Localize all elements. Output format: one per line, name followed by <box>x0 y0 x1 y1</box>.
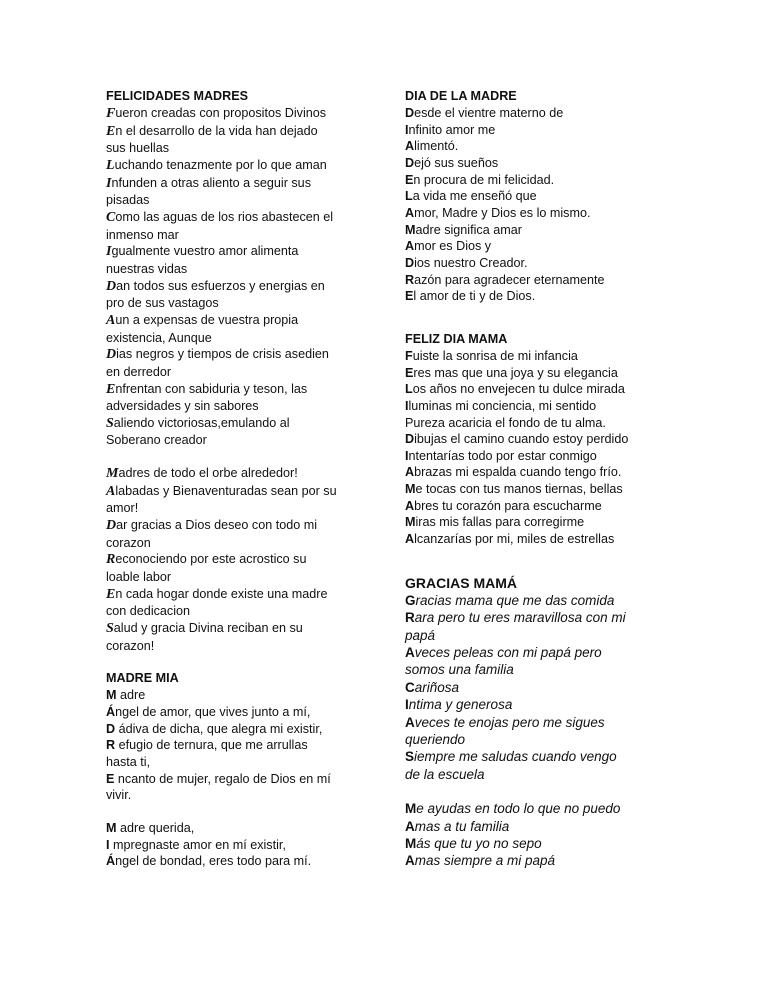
acrostic-initial: M <box>405 222 416 237</box>
poem-line <box>106 517 368 535</box>
poem-line <box>106 227 368 244</box>
line-text: vivir. <box>106 788 132 803</box>
line-text: papá <box>405 627 436 643</box>
line-text: ar gracias a Dios deseo con todo mi <box>116 518 318 533</box>
poem-line <box>405 464 695 481</box>
line-text: luminas mi conciencia, mi sentido <box>408 398 597 413</box>
line-text: ueron creadas con propositos Divinos <box>115 106 327 120</box>
acrostic-initial: D <box>405 155 415 170</box>
acrostic-initial: I <box>106 244 112 260</box>
line-text: con dedicacion <box>106 604 191 619</box>
line-text: pro de sus vastagos <box>106 296 219 311</box>
gracias-mama-title: GRACIAS MAMÁ <box>405 574 517 591</box>
poem-line <box>106 551 368 569</box>
line-text: hasta ti, <box>106 754 151 769</box>
poem-line <box>106 432 368 449</box>
line-text: veces peleas con mi papá pero <box>414 644 602 660</box>
acrostic-initial: D <box>106 347 117 363</box>
poem-line <box>405 696 695 713</box>
poem-line <box>106 398 368 415</box>
acrostic-initial: C <box>106 209 116 225</box>
poem-line <box>106 192 368 209</box>
line-text: efugio de ternura, que me arrullas <box>115 738 308 753</box>
line-text: e tocas con tus manos tiernas, bellas <box>415 482 623 497</box>
left-column <box>106 88 368 870</box>
acrostic-initial: E <box>106 586 116 602</box>
line-text: ádiva de dicha, que alegra mi existir, <box>115 721 323 736</box>
acrostic-initial: A <box>405 818 415 834</box>
gracias-mama-poem-part2 <box>405 800 695 870</box>
line-text: n cada hogar donde existe una madre <box>115 586 328 601</box>
line-text: existencia, Aunque <box>106 330 212 345</box>
gracias-mama-poem <box>405 592 695 783</box>
line-text: de la escuela <box>405 766 485 782</box>
right-column <box>405 88 695 870</box>
acrostic-initial: E <box>106 381 116 397</box>
poem-line <box>106 140 368 157</box>
poem-line <box>106 721 368 738</box>
line-text: res mas que una joya y su elegancia <box>413 365 618 380</box>
line-text: nfrentan con sabiduria y teson, las <box>115 381 308 396</box>
poem-line <box>405 138 695 155</box>
acrostic-initial: D <box>405 106 415 120</box>
acrostic-initial: A <box>405 714 415 730</box>
line-text: os años no envejecen tu dulce mirada <box>412 382 625 397</box>
line-text: econociendo por este acrostico su <box>115 552 307 567</box>
line-text: adre querida, <box>116 820 195 835</box>
line-text: ntima y generosa <box>408 697 513 713</box>
line-text: Soberano creador <box>106 433 207 448</box>
poem-line <box>106 346 368 364</box>
poem-line <box>405 155 695 172</box>
acrostic-initial: D <box>106 278 117 294</box>
line-text: un a expensas de vuestra propia <box>115 312 299 327</box>
acrostic-initial: D <box>106 518 117 534</box>
line-text: iempre me saludas cuando vengo <box>414 749 617 765</box>
poem-line <box>405 348 695 365</box>
line-text: e ayudas en todo lo que no puedo <box>416 801 621 817</box>
acrostic-initial: A <box>405 532 415 547</box>
acrostic-initial: A <box>405 853 415 869</box>
line-text: ara pero tu eres maravillosa con mi <box>414 610 626 626</box>
acrostic-initial: A <box>106 483 116 499</box>
line-text: ias negros y tiempos de crisis asedien <box>116 347 329 362</box>
poem-line <box>405 609 695 626</box>
poem-line <box>106 105 368 123</box>
poem-line <box>405 531 695 548</box>
acrostic-initial: C <box>405 679 415 695</box>
acrostic-initial: A <box>405 498 415 513</box>
line-text: an todos sus esfuerzos y energias en <box>116 278 325 293</box>
acrostic-initial: M <box>106 688 117 703</box>
poem-line <box>106 330 368 347</box>
poem-line <box>106 261 368 278</box>
poem-line <box>106 771 368 788</box>
poem-line <box>106 704 368 721</box>
poem-line <box>405 748 695 765</box>
acrostic-initial: Á <box>106 705 116 719</box>
acrostic-initial: A <box>405 139 415 154</box>
poem-line <box>405 818 695 835</box>
poem-line <box>405 255 695 272</box>
line-text: corazon! <box>106 638 155 653</box>
mia-acrostic-poem <box>106 820 368 870</box>
poem-line <box>405 238 695 255</box>
line-text: somos una familia <box>405 662 514 678</box>
poem-line <box>405 514 695 531</box>
madre-mia-poem <box>106 687 368 804</box>
acrostic-initial: F <box>106 106 116 121</box>
poem-line <box>405 188 695 205</box>
line-text: mas siempre a mi papá <box>414 853 556 869</box>
feliz-dia-mama-title: FELIZ DIA MAMA <box>405 331 508 346</box>
madres-acrostic-poem <box>106 465 368 654</box>
acrostic-initial: I <box>405 448 409 463</box>
poem-line <box>106 853 368 870</box>
poem-line <box>405 365 695 382</box>
line-text: racias mama que me das comida <box>415 592 615 608</box>
line-text: omo las aguas de los rios abastecen el <box>115 209 334 224</box>
poem-line <box>405 835 695 852</box>
line-text: inmenso mar <box>106 227 179 242</box>
acrostic-initial: L <box>405 382 413 397</box>
line-text: ntentarías todo por estar conmigo <box>408 448 597 463</box>
poem-line <box>405 205 695 222</box>
poem-line <box>405 105 695 122</box>
acrostic-initial: A <box>405 644 415 660</box>
dia-de-la-madre-poem <box>405 105 695 305</box>
line-text: n el desarrollo de la vida han dejado <box>115 123 318 138</box>
line-text: azón para agradecer eternamente <box>414 272 605 287</box>
line-text: ncanto de mujer, regalo de Dios en mí <box>114 771 331 786</box>
acrostic-initial: G <box>405 592 416 608</box>
acrostic-initial: S <box>405 749 415 765</box>
poem-line <box>405 644 695 661</box>
line-text: en derredor <box>106 364 172 379</box>
poem-line <box>405 481 695 498</box>
poem-line <box>405 431 695 448</box>
poem-line <box>405 222 695 239</box>
poem-line <box>106 500 368 517</box>
line-text: mor, Madre y Dios es lo mismo. <box>414 205 591 220</box>
poem-line <box>405 448 695 465</box>
line-text: l amor de ti y de Dios. <box>413 289 536 304</box>
acrostic-initial: D <box>405 432 415 447</box>
acrostic-initial: L <box>405 189 413 204</box>
felicidades-madres-poem <box>106 105 368 449</box>
acrostic-initial: I <box>106 837 110 852</box>
line-text: nuestras vidas <box>106 261 188 276</box>
poem-line <box>405 272 695 289</box>
line-text: alud y gracia Divina reciban en su <box>113 621 303 636</box>
acrostic-initial: A <box>405 205 415 220</box>
line-text: lcanzarías por mi, miles de estrellas <box>414 532 615 547</box>
madre-mia-title: MADRE MIA <box>106 671 179 686</box>
poem-line <box>106 364 368 381</box>
poem-line <box>106 638 368 655</box>
poem-line <box>405 172 695 189</box>
poem-line <box>405 415 695 432</box>
poem-line <box>106 295 368 312</box>
poem-line <box>405 288 695 305</box>
line-text: adversidades y sin sabores <box>106 399 259 414</box>
poem-line <box>106 465 368 483</box>
poem-line <box>106 312 368 330</box>
acrostic-initial: I <box>405 697 409 713</box>
line-text: mor es Dios y <box>414 239 492 254</box>
line-text: aliendo victoriosas,emulando al <box>113 415 290 430</box>
line-text: mpregnaste amor en mí existir, <box>109 837 286 852</box>
acrostic-initial: A <box>405 239 415 254</box>
poem-line <box>106 157 368 175</box>
line-text: ibujas el camino cuando estoy perdido <box>414 432 629 447</box>
acrostic-initial: M <box>405 801 417 817</box>
line-text: iras mis fallas para corregirme <box>415 515 585 530</box>
line-text: pisadas <box>106 193 150 208</box>
acrostic-initial: S <box>106 415 114 431</box>
poem-line <box>106 569 368 586</box>
acrostic-initial: I <box>106 175 112 191</box>
acrostic-initial: M <box>405 515 416 530</box>
line-text: amor! <box>106 501 139 516</box>
line-text: adres de todo el orbe alrededor! <box>118 466 298 481</box>
acrostic-initial: R <box>106 552 116 568</box>
acrostic-initial: R <box>405 272 415 287</box>
poem-line <box>405 852 695 869</box>
poem-line <box>405 122 695 139</box>
acrostic-initial: E <box>106 123 116 139</box>
acrostic-initial: M <box>106 820 117 835</box>
poem-line <box>106 415 368 433</box>
line-text: nfinito amor me <box>408 122 496 137</box>
poem-line <box>405 679 695 696</box>
poem-line <box>106 243 368 261</box>
acrostic-initial: I <box>405 398 409 413</box>
poem-line <box>106 535 368 552</box>
acrostic-initial: I <box>405 122 409 137</box>
acrostic-initial: L <box>106 157 115 173</box>
poem-line <box>106 787 368 804</box>
acrostic-initial: A <box>106 312 116 328</box>
poem-line <box>106 175 368 193</box>
line-text: mas a tu familia <box>414 818 510 834</box>
poem-line <box>405 766 695 783</box>
acrostic-initial: E <box>405 172 414 187</box>
acrostic-initial: E <box>405 365 414 380</box>
line-text: veces te enojas pero me sigues <box>414 714 605 730</box>
acrostic-initial: F <box>405 348 413 363</box>
poem-line <box>405 661 695 678</box>
poem-line <box>106 820 368 837</box>
acrostic-initial: M <box>106 466 119 482</box>
line-text: adre <box>116 688 146 703</box>
line-text: queriendo <box>405 732 466 747</box>
acrostic-initial: M <box>405 836 417 852</box>
poem-line <box>106 603 368 620</box>
acrostic-initial: E <box>405 289 414 304</box>
poem-line <box>106 687 368 704</box>
line-text: ás que tu yo no sepo <box>416 836 542 852</box>
acrostic-initial: Á <box>106 854 116 869</box>
poem-line <box>106 381 368 399</box>
line-text: sus huellas <box>106 141 170 156</box>
poem-line <box>405 627 695 644</box>
poem-line <box>106 278 368 296</box>
acrostic-initial: R <box>405 610 415 626</box>
poem-line <box>106 483 368 501</box>
acrostic-initial: A <box>405 465 415 480</box>
poem-line <box>106 754 368 771</box>
line-text: uiste la sonrisa de mi infancia <box>412 348 578 363</box>
poem-line <box>106 737 368 754</box>
poem-line <box>106 586 368 604</box>
line-text: loable labor <box>106 570 172 585</box>
line-text: corazon <box>106 535 151 550</box>
poem-line <box>106 209 368 227</box>
line-text: gualmente vuestro amor alimenta <box>111 244 299 259</box>
poem-line <box>405 800 695 817</box>
acrostic-initial: D <box>106 721 116 736</box>
acrostic-initial: S <box>106 621 114 637</box>
acrostic-initial: M <box>405 482 416 497</box>
line-text: brazas mi espalda cuando tengo frío. <box>414 465 622 480</box>
acrostic-initial: E <box>106 771 115 786</box>
line-text: labadas y Bienaventuradas sean por su <box>115 483 337 498</box>
line-text: Pureza acaricia el fondo de tu alma. <box>405 415 606 430</box>
line-text: adre significa amar <box>415 222 522 237</box>
line-text: n procura de mi felicidad. <box>413 172 555 187</box>
felicidades-madres-title: FELICIDADES MADRES <box>106 89 249 103</box>
acrostic-initial: R <box>106 738 116 753</box>
line-text: ios nuestro Creador. <box>414 255 528 270</box>
poem-line <box>405 714 695 731</box>
poem-line <box>405 731 695 748</box>
poem-line <box>106 123 368 141</box>
line-text: ejó sus sueños <box>414 155 499 170</box>
dia-de-la-madre-title: DIA DE LA MADRE <box>405 89 517 103</box>
poem-line <box>405 592 695 609</box>
line-text: ariñosa <box>414 679 460 695</box>
feliz-dia-mama-poem <box>405 348 695 548</box>
line-text: nfunden a otras aliento a seguir sus <box>111 175 311 190</box>
poem-line <box>405 398 695 415</box>
line-text: uchando tenazmente por lo que aman <box>114 157 327 172</box>
line-text: esde el vientre materno de <box>414 106 564 120</box>
line-text: bres tu corazón para escucharme <box>414 498 602 513</box>
line-text: ngel de amor, que vives junto a mí, <box>115 705 311 719</box>
acrostic-initial: D <box>405 255 415 270</box>
line-text: ngel de bondad, eres todo para mí. <box>115 854 312 869</box>
line-text: limentó. <box>414 139 459 154</box>
line-text: a vida me enseñó que <box>412 189 537 204</box>
poem-line <box>106 620 368 638</box>
poem-line <box>405 498 695 515</box>
poem-line <box>405 381 695 398</box>
poem-line <box>106 837 368 854</box>
